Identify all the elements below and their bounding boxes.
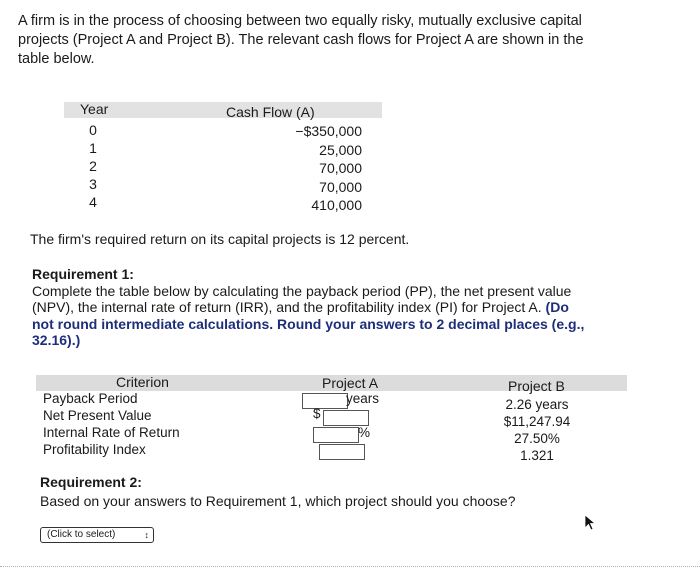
cash-flow-cell: 410,000: [311, 197, 362, 213]
project-choice-select[interactable]: [40, 527, 154, 543]
year-cell: 2: [89, 158, 97, 174]
required-return-text: The firm's required return on its capital projects is 12 percent.: [30, 231, 410, 247]
requirement-1-text: [32, 299, 652, 316]
intro-line: A firm is in the process of choosing between two equally risky, mutually exclusive capital: [18, 13, 582, 29]
cash-flow-cell: −$350,000: [295, 123, 362, 139]
intro-paragraph: [18, 12, 668, 69]
select-label: (Click to select): [47, 529, 116, 540]
project-a-header: Project A: [322, 375, 379, 391]
requirement-1-title: Requirement 1:: [32, 266, 134, 282]
project-b-value: 27.50%: [514, 431, 560, 446]
cash-flow-cell: 70,000: [319, 178, 362, 195]
year-cell: 1: [89, 140, 97, 156]
year-cell: 3: [89, 176, 97, 192]
cash-flow-header: Cash Flow (A): [226, 104, 315, 120]
criterion-label: Internal Rate of Return: [43, 425, 180, 440]
year-cell: 4: [89, 194, 97, 210]
cash-flow-column: [270, 122, 362, 215]
requirement-2-title: Requirement 2:: [40, 474, 142, 490]
project-a-pi-input[interactable]: [319, 444, 365, 460]
instruction-bold: (Do: [545, 299, 569, 315]
requirement-2: [40, 473, 516, 511]
instruction-bold: not round intermediate calculations. Round your answers to 2 decimal places (e.g.,: [32, 315, 585, 332]
criterion-label: Profitability Index: [43, 442, 146, 457]
updown-arrow-icon: ↕: [144, 530, 149, 540]
requirement-2-text: Based on your answers to Requirement 1, which project should you choose?: [40, 493, 516, 509]
intro-line: projects (Project A and Project B). The relevant cash flows for Project A are shown in the: [18, 32, 584, 48]
project-a-irr-input[interactable]: [313, 427, 359, 443]
year-column: [86, 121, 100, 211]
year-cell: 0: [89, 122, 97, 138]
project-b-header: Project B: [508, 378, 565, 394]
cash-flow-cell: 70,000: [319, 160, 362, 176]
mouse-cursor-icon: [584, 514, 598, 532]
cash-flow-cell: 25,000: [319, 141, 362, 158]
percent-unit: %: [358, 425, 371, 440]
project-b-column: [488, 396, 586, 464]
requirement-1: [32, 266, 652, 349]
dollar-unit: $: [313, 406, 321, 421]
requirement-1-text-part: (NPV), the internal rate of return (IRR), and the profitability index (PI) for Project A.: [32, 299, 542, 315]
project-b-value: 2.26 years: [505, 397, 569, 412]
year-header: Year: [80, 101, 109, 117]
project-a-payback-input[interactable]: [302, 393, 348, 409]
years-unit: years: [346, 391, 380, 406]
criteria-column: [43, 390, 180, 458]
project-b-value: $11,247.94: [503, 414, 571, 429]
project-a-npv-input[interactable]: [323, 410, 369, 426]
instruction-bold: 32.16).): [32, 332, 81, 348]
intro-line: table below.: [18, 51, 95, 67]
criterion-label: Payback Period: [43, 391, 138, 406]
cash-flow-table-header: [64, 102, 382, 118]
project-b-value: 1.321: [520, 448, 554, 463]
requirement-1-text: Complete the table below by calculating the payback period (PP), the net present value: [32, 282, 572, 299]
criterion-label: Net Present Value: [43, 408, 152, 423]
divider: [0, 566, 700, 567]
criterion-header: Criterion: [116, 374, 169, 390]
